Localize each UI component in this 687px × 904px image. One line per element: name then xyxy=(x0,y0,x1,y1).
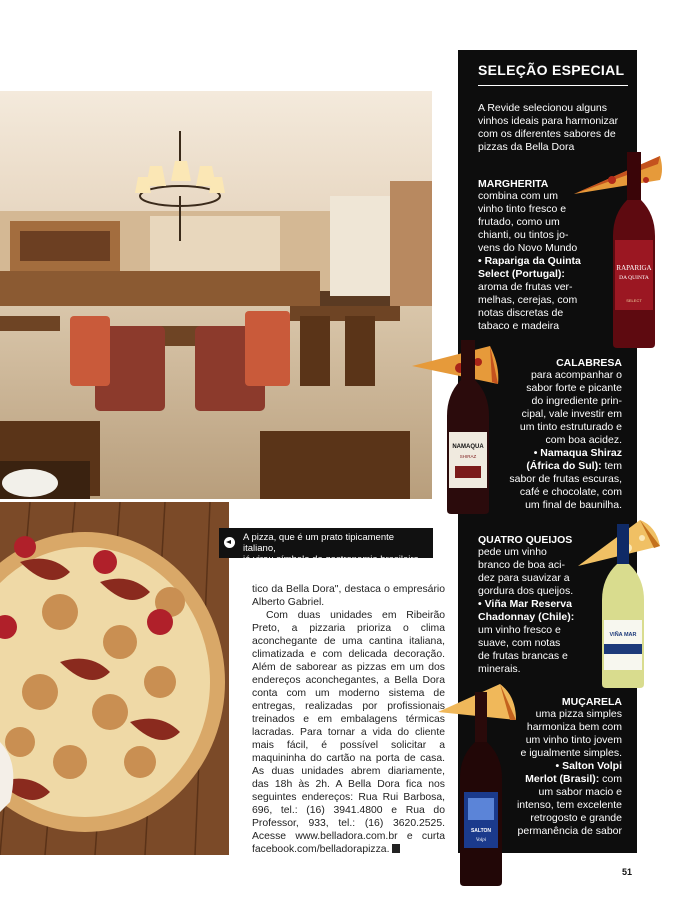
text-line: intenso, tem excelente xyxy=(516,799,622,811)
text-line: tabaco e madeira xyxy=(478,320,560,332)
caption-line-1: A pizza, que é um prato tipicamente italiano, xyxy=(243,532,395,554)
text-line: um vinho tinto jovem xyxy=(525,734,622,746)
wine-name: • Viña Mar Reserva xyxy=(478,598,572,610)
body-paragraph: tico da Bella Dora", destaca o empresário Alberto Gabriel. xyxy=(252,584,445,608)
text-line: vens do Novo Mundo xyxy=(478,242,578,254)
text-line: melhas, cerejas, com xyxy=(478,294,578,306)
text-line: café e chocolate, com xyxy=(519,486,622,498)
text-line: um vinho fresco e xyxy=(478,624,561,636)
bottle-label-text: SALTON xyxy=(470,828,492,834)
pairing-description xyxy=(478,190,588,333)
text-line: dez para suavizar a xyxy=(478,572,570,584)
bottle-label-text: Volpi xyxy=(475,838,487,843)
text-line: pede um vinho xyxy=(478,546,547,558)
wine-name: Chadonnay (Chile): xyxy=(478,611,575,623)
text-line: branco de boa aci- xyxy=(478,559,565,571)
wine-name: • Salton Volpi xyxy=(555,760,622,772)
pairing-title: QUATRO QUEIJOS xyxy=(478,534,573,546)
bottle-label-text: SHIRAZ xyxy=(459,454,477,459)
body-paragraph: Com duas unidades em Ribeirão Preto, a pizzaria prioriza o clima aconchegante de uma cantina italiana, climatizada e com delicada decoração. Além de saborear as pizzas em um dos endereços aconchegantes, a Bella Dora conta com um moderno sistema de entregas, realizadas por profissionais treinados e em embalagens térmicas lacradas. Para tornar a vida do cliente mais fácil, é possível solicitar a maquininha do cartão na porta de casa. As duas unidades abrem diariamente, das 18h às 2h. A Bella Dora fica nos seguintes endereços: Rua Rui Barbosa, 696, tel.: (16) 3941.4800 e Rua do Professor, 933, tel.: (16) 3620.2525. Acesse www.belladora.com.br e curta facebook.com/belladorapizza. xyxy=(252,610,445,855)
article-body xyxy=(252,583,445,856)
text-fragment: com xyxy=(602,773,622,785)
wine-pairing-quatro-queijos xyxy=(478,534,592,676)
restaurant-photo xyxy=(0,91,432,499)
text-line: suave, com notas xyxy=(478,637,561,649)
text-line: do ingrediente prin- xyxy=(531,395,622,407)
text-line: para acompanhar o xyxy=(530,369,622,381)
text-line: harmoniza bem com xyxy=(526,721,622,733)
wine-bottle-icon xyxy=(456,692,506,886)
wine-pairing-margherita xyxy=(478,178,588,333)
bottle-label-text: VIÑA MAR xyxy=(609,632,637,638)
text-line: sabor de frutas escuras, xyxy=(509,473,622,485)
bottle-label-text: SELECT xyxy=(626,298,642,303)
text-line: permanência de sabor xyxy=(517,825,622,837)
wine-name: Select (Portugal): xyxy=(478,268,565,280)
pairing-description xyxy=(500,369,622,512)
wine-pairing-calabresa xyxy=(500,357,622,512)
text-line: notas discretas de xyxy=(478,307,564,319)
panel-divider xyxy=(478,85,628,86)
text-line: sabor forte e picante xyxy=(526,382,622,394)
wine-bottle-icon xyxy=(611,152,657,348)
bottle-label-text: RAPARIGA xyxy=(616,264,652,272)
text-line: retrogosto e grande xyxy=(530,812,622,824)
pizza-photo xyxy=(0,502,229,855)
revide-end-mark-icon xyxy=(392,844,400,853)
wine-name: Merlot (Brasil): xyxy=(525,773,600,785)
wine-name: • Namaqua Shiraz xyxy=(533,447,622,459)
pairing-description xyxy=(478,546,592,676)
wine-name: • Rapariga da Quinta xyxy=(478,255,581,267)
arrow-left-circle-icon xyxy=(224,537,235,548)
text-line: frutado, como um xyxy=(478,216,560,228)
text-line: gordura dos queijos. xyxy=(478,585,574,597)
wine-name: (África do Sul): xyxy=(526,460,602,472)
text-line: minerais. xyxy=(478,663,521,675)
text-line: vinho tinto fresco e xyxy=(478,203,567,215)
text-line: combina com um xyxy=(478,190,558,202)
text-line: um final de baunilha. xyxy=(525,499,622,511)
page-number: 51 xyxy=(622,867,633,877)
wine-bottle-icon xyxy=(445,340,491,514)
pairing-title: MUÇARELA xyxy=(561,696,622,708)
panel-title: SELEÇÃO ESPECIAL xyxy=(478,62,625,78)
caption-line-2: já virou símbolo da gastronomia brasileira xyxy=(243,554,419,565)
text-line: aroma de frutas ver- xyxy=(478,281,573,293)
text-line: um sabor macio e xyxy=(538,786,622,798)
pairing-title: CALABRESA xyxy=(556,357,622,369)
photo-caption xyxy=(219,528,433,565)
text-line: chianti, ou tintos jo- xyxy=(478,229,569,241)
text-line: uma pizza simples xyxy=(535,708,622,720)
panel-intro: A Revide selecionou alguns vinhos ideais para harmonizar com os diferentes sabores de pizzas da Bella Dora xyxy=(478,102,619,153)
pairing-description xyxy=(504,708,622,838)
wine-pairing-mucarela xyxy=(504,696,622,838)
bottle-label-text: DA QUINTA xyxy=(619,275,649,281)
text-line: cipal, vale investir em xyxy=(521,408,622,420)
text-fragment: tem xyxy=(604,460,622,472)
bottle-label-text: NAMAQUA xyxy=(452,444,484,450)
pairing-title: MARGHERITA xyxy=(478,178,549,190)
text-line: um tinto estruturado e xyxy=(519,421,622,433)
text-line: com boa acidez. xyxy=(545,434,622,446)
text-line: de frutas brancas e xyxy=(478,650,568,662)
wine-bottle-icon xyxy=(598,524,648,688)
text-line: e igualmente simples. xyxy=(520,747,622,759)
